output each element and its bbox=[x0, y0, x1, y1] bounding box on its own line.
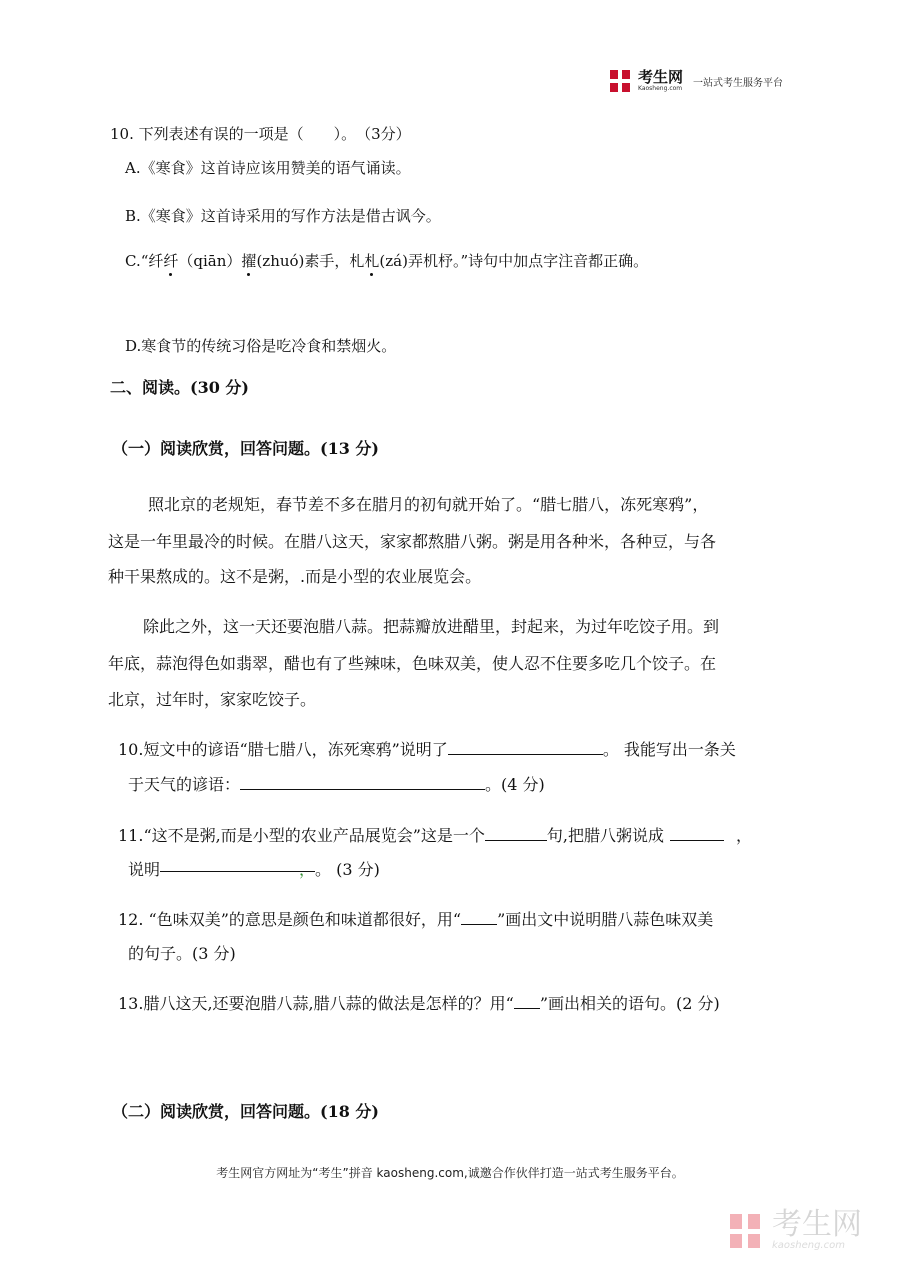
q10-c-dotted-char-3: 札 bbox=[364, 252, 380, 270]
q11-line-1 bbox=[118, 823, 752, 846]
q13-line bbox=[118, 991, 720, 1014]
part-1-title: （一）阅读欣赏，回答问题。(13 分) bbox=[112, 439, 379, 458]
q10-stem: 10. 下列表述有误的一项是（ ）。 （3分） bbox=[110, 125, 411, 143]
logo-name: 考生网 bbox=[638, 68, 684, 86]
q10-reading-suffix: 。 我能写出一条关 bbox=[602, 740, 736, 759]
q13-prefix: 13.腊八这天,还要泡腊八蒜,腊八蒜的做法是怎样的？用“ bbox=[118, 994, 514, 1013]
kaosheng-logo-icon bbox=[610, 70, 632, 92]
q13-underline-sample bbox=[514, 994, 540, 1009]
part-2-title: （二）阅读欣赏，回答问题。(18 分) bbox=[112, 1102, 379, 1121]
q10-option-d: D.寒食节的传统习俗是吃冷食和禁烟火。 bbox=[125, 337, 397, 355]
q10-reading-line-1 bbox=[118, 737, 736, 760]
q11-explain-suffix: 。 (3 分) bbox=[315, 860, 380, 879]
q10-option-a: A.《寒食》这首诗应该用赞美的语气诵读。 bbox=[125, 159, 411, 177]
q10-reading-line-2 bbox=[128, 772, 545, 795]
section-2-title: 二、阅读。(30 分) bbox=[110, 378, 249, 397]
q11-answer-blank-1[interactable] bbox=[485, 826, 547, 841]
q10-reading-prefix: 10.短文中的谚语“腊七腊八，冻死寒鸦”说明了 bbox=[118, 740, 448, 759]
q10-option-b: B.《寒食》这首诗采用的写作方法是借古讽今。 bbox=[125, 207, 441, 225]
footer-text: 考生网官方网址为“考生”拼音 kaosheng.com,诚邀合作伙伴打造一站式考生服务平台。 bbox=[216, 1166, 684, 1180]
watermark-logo-icon bbox=[730, 1214, 764, 1248]
logo-text-block bbox=[638, 70, 683, 92]
q11-suffix: ， bbox=[736, 826, 753, 845]
passage-p1-line-2: 这是一年里最冷的时候。在腊八这天，家家都熬腊八粥。粥是用各种米，各种豆，与各 bbox=[108, 532, 717, 551]
q10-c-dotted-char-1: 纤 bbox=[163, 252, 179, 270]
q13-suffix: ”画出相关的语句。(2 分) bbox=[539, 994, 720, 1013]
q12-suffix: ”画出文中说明腊八蒜色味双美 bbox=[497, 910, 714, 929]
q12-prefix: 12. “色味双美”的意思是颜色和味道都很好，用“ bbox=[118, 910, 462, 929]
q10-c-suffix: (zá)弄机杼。”诗句中加点字注音都正确。 bbox=[379, 252, 649, 270]
header-slogan: 一站式考生服务平台 bbox=[693, 77, 784, 89]
q11-answer-blank-2[interactable] bbox=[670, 826, 724, 841]
q11-line-2 bbox=[128, 857, 380, 880]
watermark-text-block bbox=[772, 1207, 862, 1251]
q10-c-dotted-char-2: 擢 bbox=[241, 252, 257, 270]
q10-c-pinyin-2: (zhuó)素手，札 bbox=[256, 252, 365, 270]
q12-underline-sample bbox=[461, 910, 497, 925]
q12-line-2: 的句子。(3 分) bbox=[128, 944, 236, 963]
q11-middle: 句,把腊八粥说成 bbox=[546, 826, 664, 845]
header-logo bbox=[610, 70, 783, 92]
q10-c-prefix: C.“纤 bbox=[125, 252, 164, 270]
passage-p1-line-1: 照北京的老规矩，春节差不多在腊月的初旬就开始了。“腊七腊八，冻死寒鸦”， bbox=[148, 495, 709, 514]
passage-p2-line-3: 北京，过年时，家家吃饺子。 bbox=[108, 690, 317, 709]
logo-domain: Kaosheng.com bbox=[638, 85, 683, 92]
q10-proverb-prefix: 于天气的谚语： bbox=[128, 775, 241, 794]
watermark-domain: kaosheng.com bbox=[772, 1240, 845, 1251]
q11-explain-prefix: 说明 bbox=[128, 860, 161, 879]
watermark bbox=[730, 1207, 862, 1251]
watermark-name: 考生网 bbox=[772, 1207, 862, 1242]
q10-proverb-suffix: 。(4 分) bbox=[485, 775, 545, 794]
q12-line-1 bbox=[118, 907, 713, 930]
q11-prefix: 11.“这不是粥,而是小型的农业产品展览会”这是一个 bbox=[118, 826, 485, 845]
q10-answer-blank-2[interactable] bbox=[240, 775, 485, 790]
passage-p2-line-2: 年底，蒜泡得色如翡翠，醋也有了些辣味，色味双美，使人忍不住要多吃几个饺子。在 bbox=[108, 654, 717, 673]
q11-answer-blank-3[interactable] bbox=[160, 857, 316, 879]
passage-p2-line-1: 除此之外，这一天还要泡腊八蒜。把蒜瓣放进醋里，封起来，为过年吃饺子用。到 bbox=[143, 617, 720, 636]
passage-p1-line-3: 种干果熬成的。这不是粥，.而是小型的农业展览会。 bbox=[108, 567, 482, 586]
q10-c-pinyin-1: （qiān） bbox=[178, 252, 242, 270]
q11-green-comma: ， bbox=[299, 860, 316, 879]
q10-answer-blank-1[interactable] bbox=[448, 740, 603, 755]
q10-option-c bbox=[125, 250, 648, 271]
